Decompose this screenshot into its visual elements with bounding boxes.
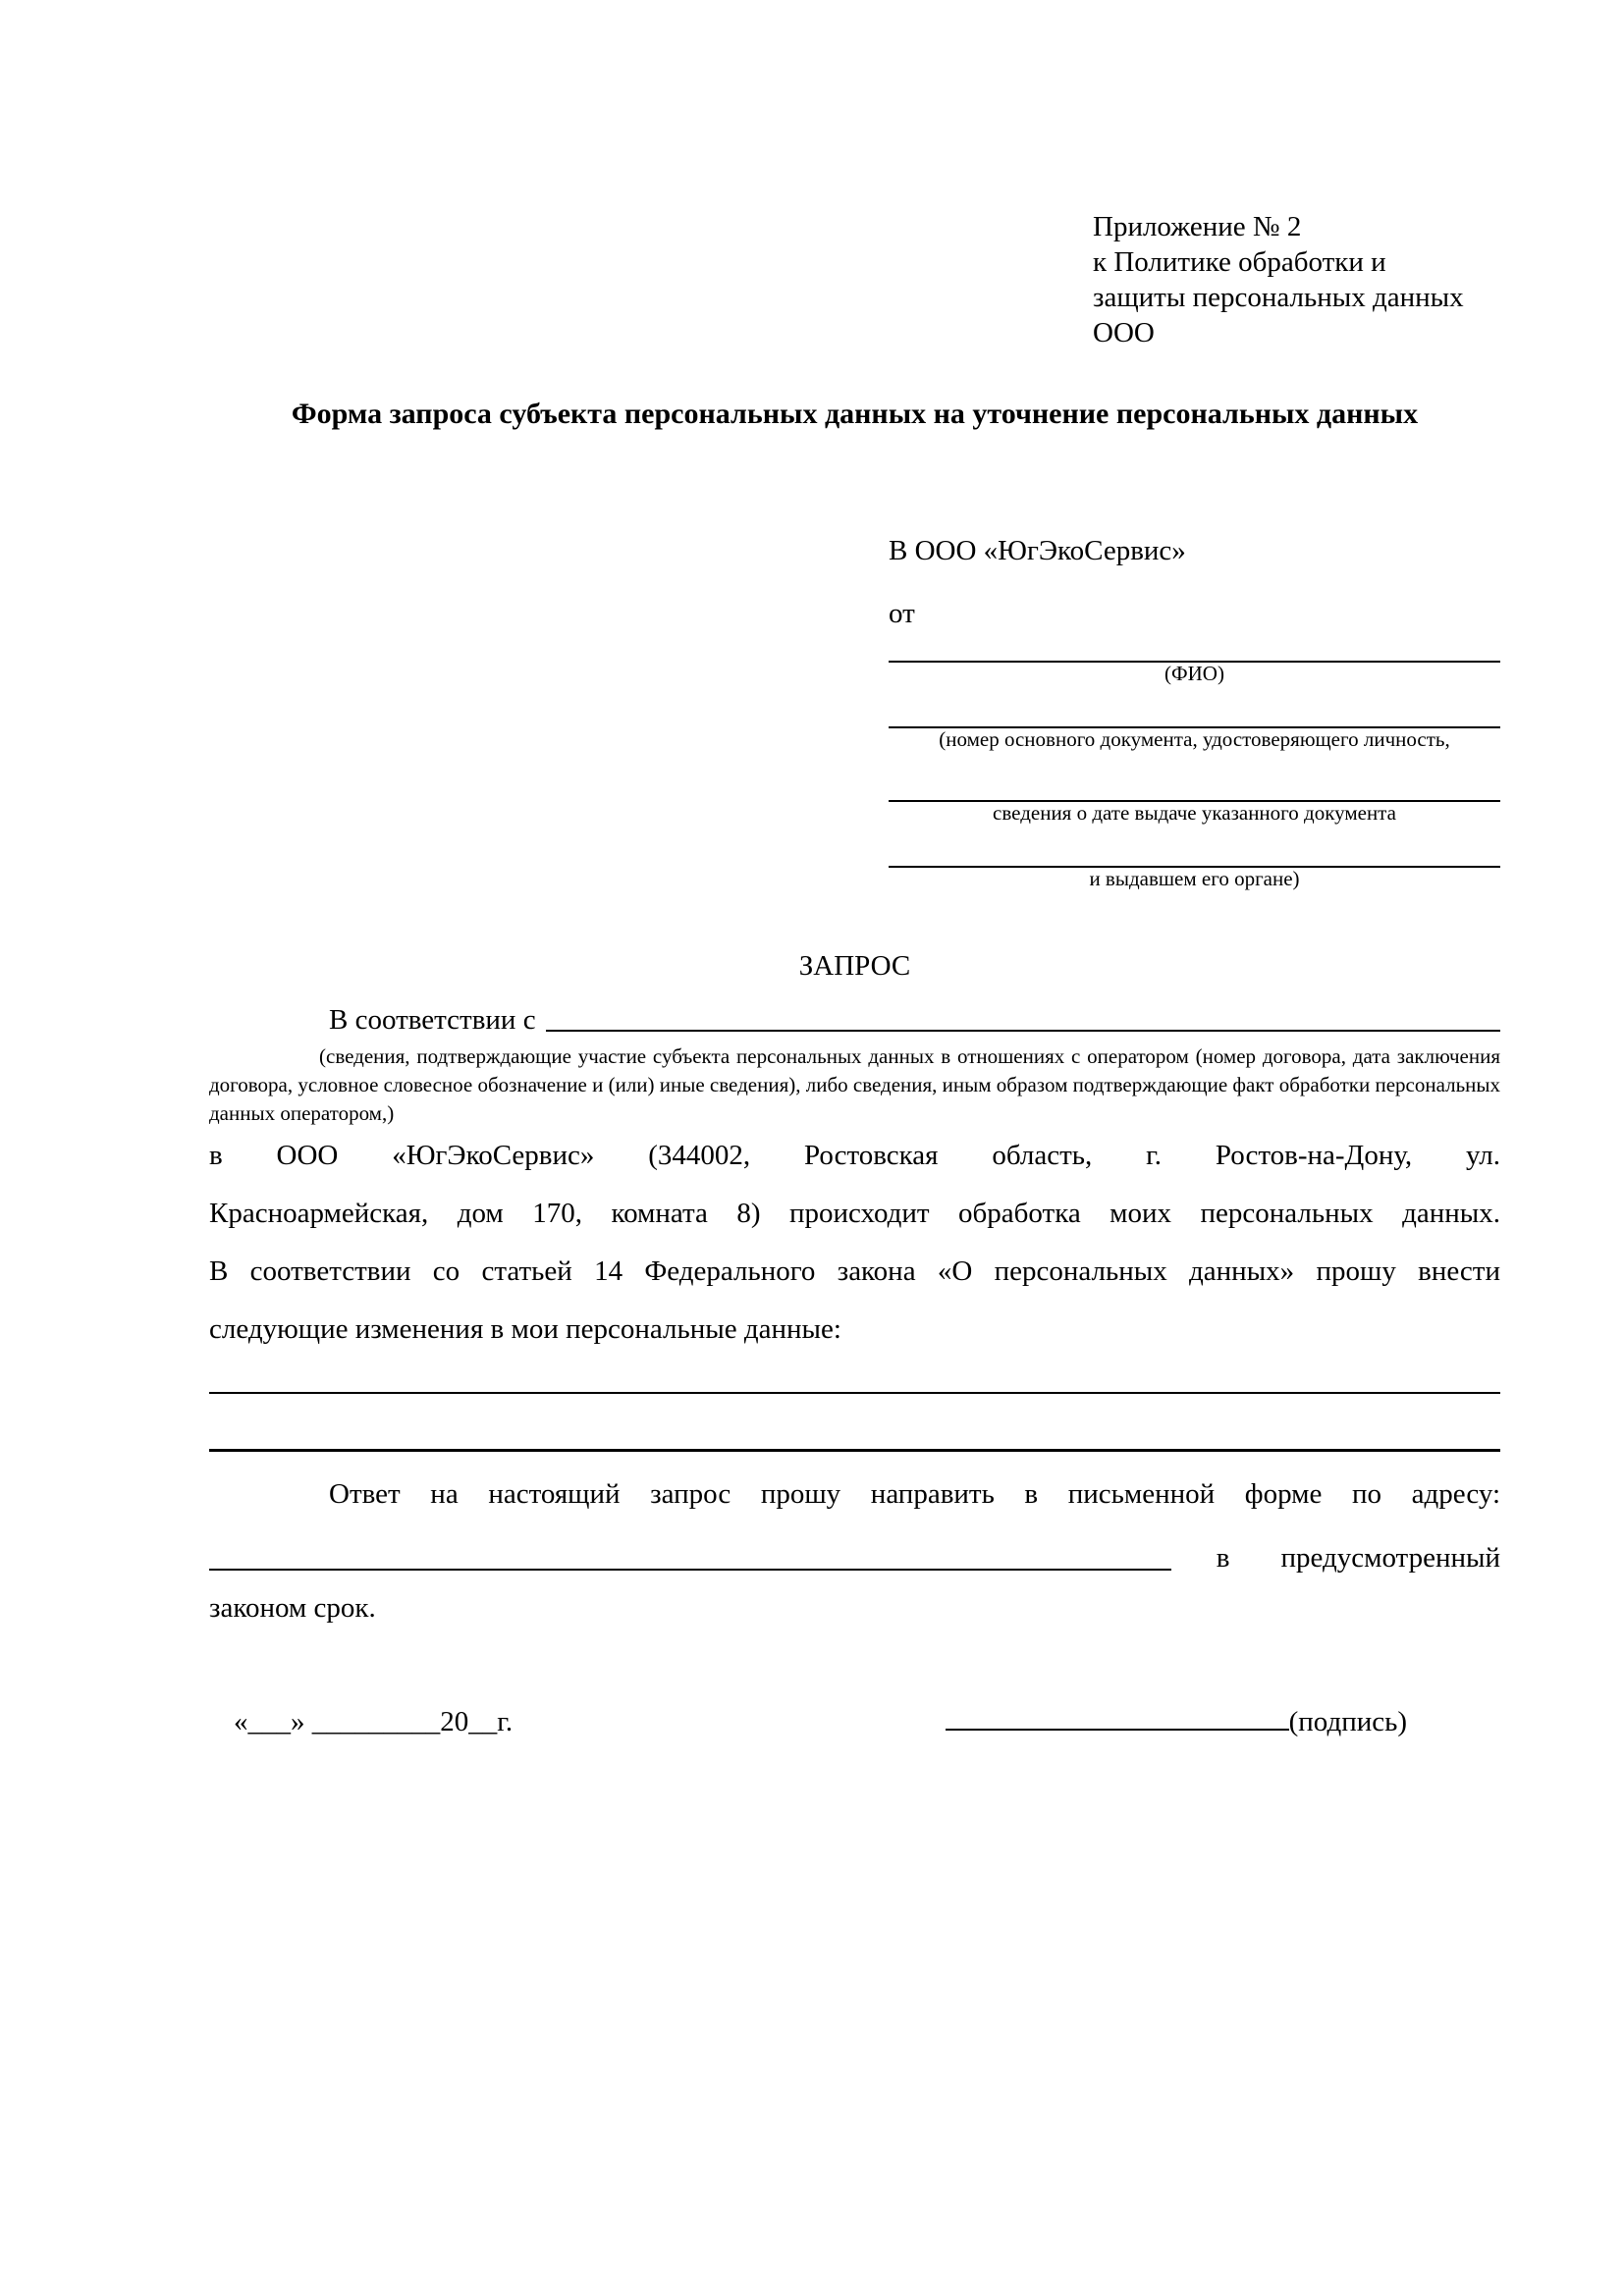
document-number-fill-line xyxy=(889,685,1500,728)
annex-line: защиты персональных данных xyxy=(1093,282,1464,313)
intro-prefix: В соответствии с xyxy=(329,1004,536,1036)
reply-paragraph xyxy=(209,1466,1500,1636)
fio-field-label: (ФИО) xyxy=(1164,662,1224,685)
annex-line: Приложение № 2 xyxy=(1093,211,1302,242)
document-title: Форма запроса субъекта персональных данных на уточнение персональных данных xyxy=(291,398,1419,430)
issuing-authority-field-label: и выдавшем его органе) xyxy=(1089,867,1300,890)
signature-label: (подпись) xyxy=(1288,1706,1407,1737)
intro-line xyxy=(209,1003,1500,1037)
body-line: следующие изменения в мои персональные данные: xyxy=(209,1313,841,1345)
issue-date-fill-line xyxy=(889,751,1500,802)
reply-word: предусмотренный xyxy=(1280,1542,1500,1574)
annex-line: к Политике обработки и xyxy=(1093,246,1386,278)
address-fill-line xyxy=(209,1569,1171,1571)
request-heading: ЗАПРОС xyxy=(798,950,911,982)
reply-word: в xyxy=(1216,1542,1230,1574)
fio-fill-line xyxy=(889,631,1500,663)
reply-line: Ответ на настоящий запрос прошу направить в письменной форме по адресу: xyxy=(329,1478,1500,1510)
reply-line: законом срок. xyxy=(209,1592,376,1624)
intro-fill-line xyxy=(546,1030,1500,1032)
changes-fill-line-1 xyxy=(209,1392,1500,1394)
document-number-field-label: (номер основного документа, удостоверяющего личность, xyxy=(939,727,1450,751)
body-paragraph xyxy=(209,1127,1500,1359)
changes-fill-line-2 xyxy=(209,1449,1500,1452)
signature-fill-line xyxy=(946,1728,1289,1731)
footer-line xyxy=(209,1693,1500,1750)
annex-header xyxy=(1093,209,1515,350)
addressee-block xyxy=(889,533,1500,890)
date-placeholder: «___» _________20__г. xyxy=(234,1706,514,1737)
annex-line: ООО xyxy=(1093,317,1155,348)
issuing-authority-fill-line xyxy=(889,825,1500,868)
body-line: В соответствии со статьей 14 Федерального закона «О персональных данных» прошу внести xyxy=(209,1255,1500,1287)
signature-block xyxy=(946,1693,1407,1750)
addressee-organization: В ООО «ЮгЭкоСервис» xyxy=(889,535,1186,566)
body-line: в ООО «ЮгЭкоСервис» (344002, Ростовская область, г. Ростов-на-Дону, ул. xyxy=(209,1140,1500,1171)
body-line: Красноармейская, дом 170, комната 8) происходит обработка моих персональных данных. xyxy=(209,1198,1500,1229)
reply-address-line xyxy=(209,1522,1500,1579)
issue-date-field-label: сведения о дате выдаче указанного документа xyxy=(993,801,1396,825)
addressee-from-label: от xyxy=(889,598,915,629)
fine-print-note: (сведения, подтверждающие участие субъекта персональных данных в отношениях с оператором (номер договора, дата заключения договора, условное словесное обозначение и (или) иные сведения), либо сведения, иным образом подтверждающие факт обработки персональных данных оператором,) xyxy=(209,1044,1501,1125)
